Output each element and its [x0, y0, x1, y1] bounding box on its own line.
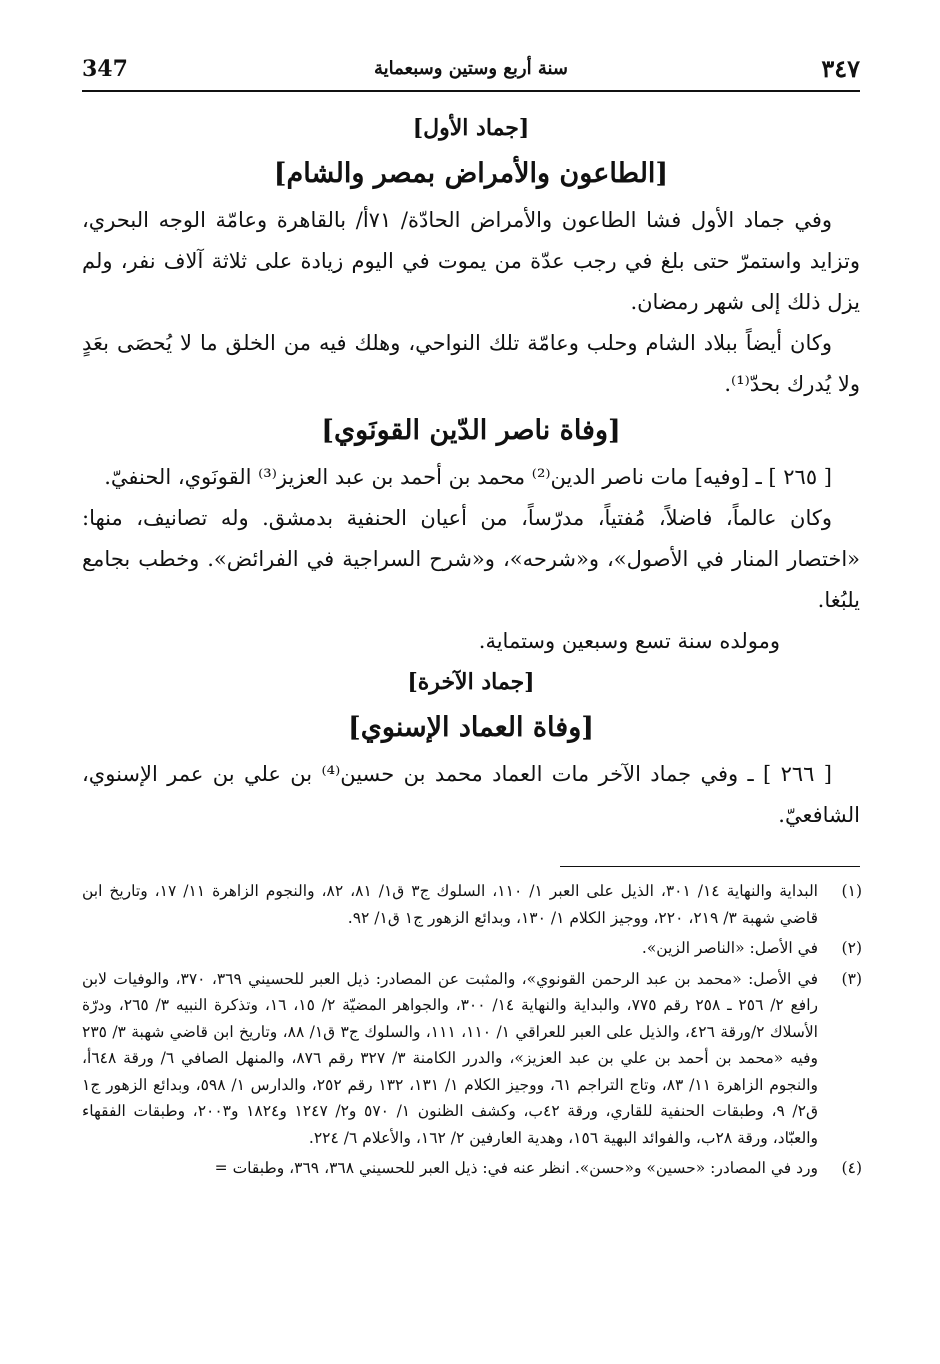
footnote-3 [82, 966, 862, 1152]
footnote-number: (٢) [841, 939, 862, 957]
month-heading-jumada-akhira: [جماد الآخرة] [407, 669, 535, 695]
section-heading-qunawi-death: [وفاة ناصر الدّين القونَوي] [321, 415, 621, 446]
footnote-number: (٤) [841, 1159, 862, 1177]
section-heading-plague: [الطاعون والأمراض بمصر والشام] [273, 158, 669, 189]
footnote-1 [82, 878, 862, 931]
paragraph-qunawi-birth: ومولده سنة تسع وسبعين وستماية. [478, 629, 780, 653]
running-header [82, 50, 860, 92]
page-number-latin: 347 [82, 56, 128, 82]
footnote-number: (١) [841, 882, 862, 900]
paragraph-plague-1: وفي جماد الأول فشا الطاعون والأمراض الحادّة/ ٧١أ/ بالقاهرة وعامّة الوجه البحري، وتزايد واستمرّ حتى بلغ في رجب عدّة من يموت في اليوم زيادة على ثلاثة آلاف نفر، ولم يزل ذلك إلى شهر رمضان. [82, 208, 860, 314]
paragraph-qunawi-entry: [ ٢٦٥ ] ـ [وفيه] مات ناصر الدين⁽²⁾ محمد بن أحمد بن عبد العزيز⁽³⁾ القونَوي، الحنفيّ. [104, 465, 832, 489]
footnotes [82, 878, 862, 1186]
paragraph-isnawi-entry: [ ٢٦٦ ] ـ وفي جماد الآخر مات العماد محمد بن حسين⁽⁴⁾ بن علي بن عمر الإسنوي، الشافعيّ. [82, 762, 860, 827]
footnote-text: البداية والنهاية ١٤/ ٣٠١، الذيل على العبر ١/ ١١٠، السلوك ج٣ ق١/ ٨١، ٨٢، والنجوم الزاهرة ١١/ ١٧، وتاريخ ابن قاضي شهبة ٣/ ٢١٩، ٢٢٠، ووجيز الكلام ١/ ١٣٠، وبدائع الزهور ج١ ق١/ ٩٢. [82, 882, 818, 927]
footnote-text: في الأصل: «الناصر الزين». [641, 939, 818, 957]
main-text [82, 108, 860, 836]
footnote-text: ورد في المصادر: «حسين» و«حسن». انظر عنه في: ذيل العبر للحسيني ٣٦٨، ٣٦٩، وطبقات = [214, 1159, 818, 1177]
footnote-text: في الأصل: «محمد بن عبد الرحمن القونوي»، والمثبت عن المصادر: ذيل العبر للحسيني ٣٦٩، ٣٧٠، والوفيات لابن رافع ٢/ ٢٥٦ ـ ٢٥٨ رقم ٧٧٥، والبداية والنهاية ١٤/ ٣٠٠، والجواهر المضيّة ٢/ ١٥، ١٦، وتذكرة النبيه ٣/ ٢٦٥، ودرّة الأسلاك ٢/ورقة ٤٢٦، والذيل على العبر للعراقي ١/ ١١٠، ١١١، والسلوك ج٣ ق١/ ٨٨، وتاريخ ابن قاضي شهبة ٣/ ٢٣٥ وفيه «محمد بن أحمد بن علي بن عبد العزيز»، والدرر الكامنة ٣/ ٣٢٧ رقم ٨٧٦، والمنهل الصافي ٦/ ورقة ٦٤٨أ، والنجوم الزاهرة ١١/ ٨٣، وتاج التراجم ٦١، ووجيز الكلام ١/ ١٣١، ١٣٢ رقم ٢٥٢، والدارس ١/ ٥٩٨، وبدائع الزهور ج١ ق٢/ ٩، وطبقات الحنفية للقاري، ورقة ٤٢ب، وكشف الظنون ١/ ٥٧٠ و٢/ ١٢٤٧ و١٨٢٤ و٢٠٠٣، وطبقات الفقهاء والعبّاد، ورقة ٢٨ب، والفوائد البهية ١٥٦، وهدية العارفين ٢/ ١٦٢، والأعلام ٦/ ٢٢٤. [82, 969, 819, 1147]
running-title: سنة أربع وستين وسبعماية [373, 58, 569, 79]
paragraph-qunawi-bio: وكان عالماً، فاضلاً، مُفتياً، مدرّساً، من أعيان الحنفية بدمشق. وله تصانيف، منها: «اختصار المنار في الأصول»، و«شرحه»، و«شرح السراجية في الفرائض». وخطب بجامع يلبُغا. [82, 506, 860, 612]
footnote-separator [560, 866, 860, 867]
month-heading-jumada-ula: [جماد الأول] [412, 115, 530, 141]
section-heading-isnawi-death: [وفاة العماد الإسنوي] [347, 712, 595, 743]
footnote-2 [82, 935, 862, 962]
paragraph-plague-2: وكان أيضاً ببلاد الشام وحلب وعامّة تلك النواحي، وهلك فيه من الخلق ما لا يُحصَى بعَدٍ ولا يُدرك بحدّ⁽¹⁾. [82, 331, 860, 396]
footnote-number: (٣) [841, 969, 862, 988]
footnote-4 [82, 1155, 862, 1182]
page-number-arabic: ٣٤٧ [821, 54, 860, 83]
